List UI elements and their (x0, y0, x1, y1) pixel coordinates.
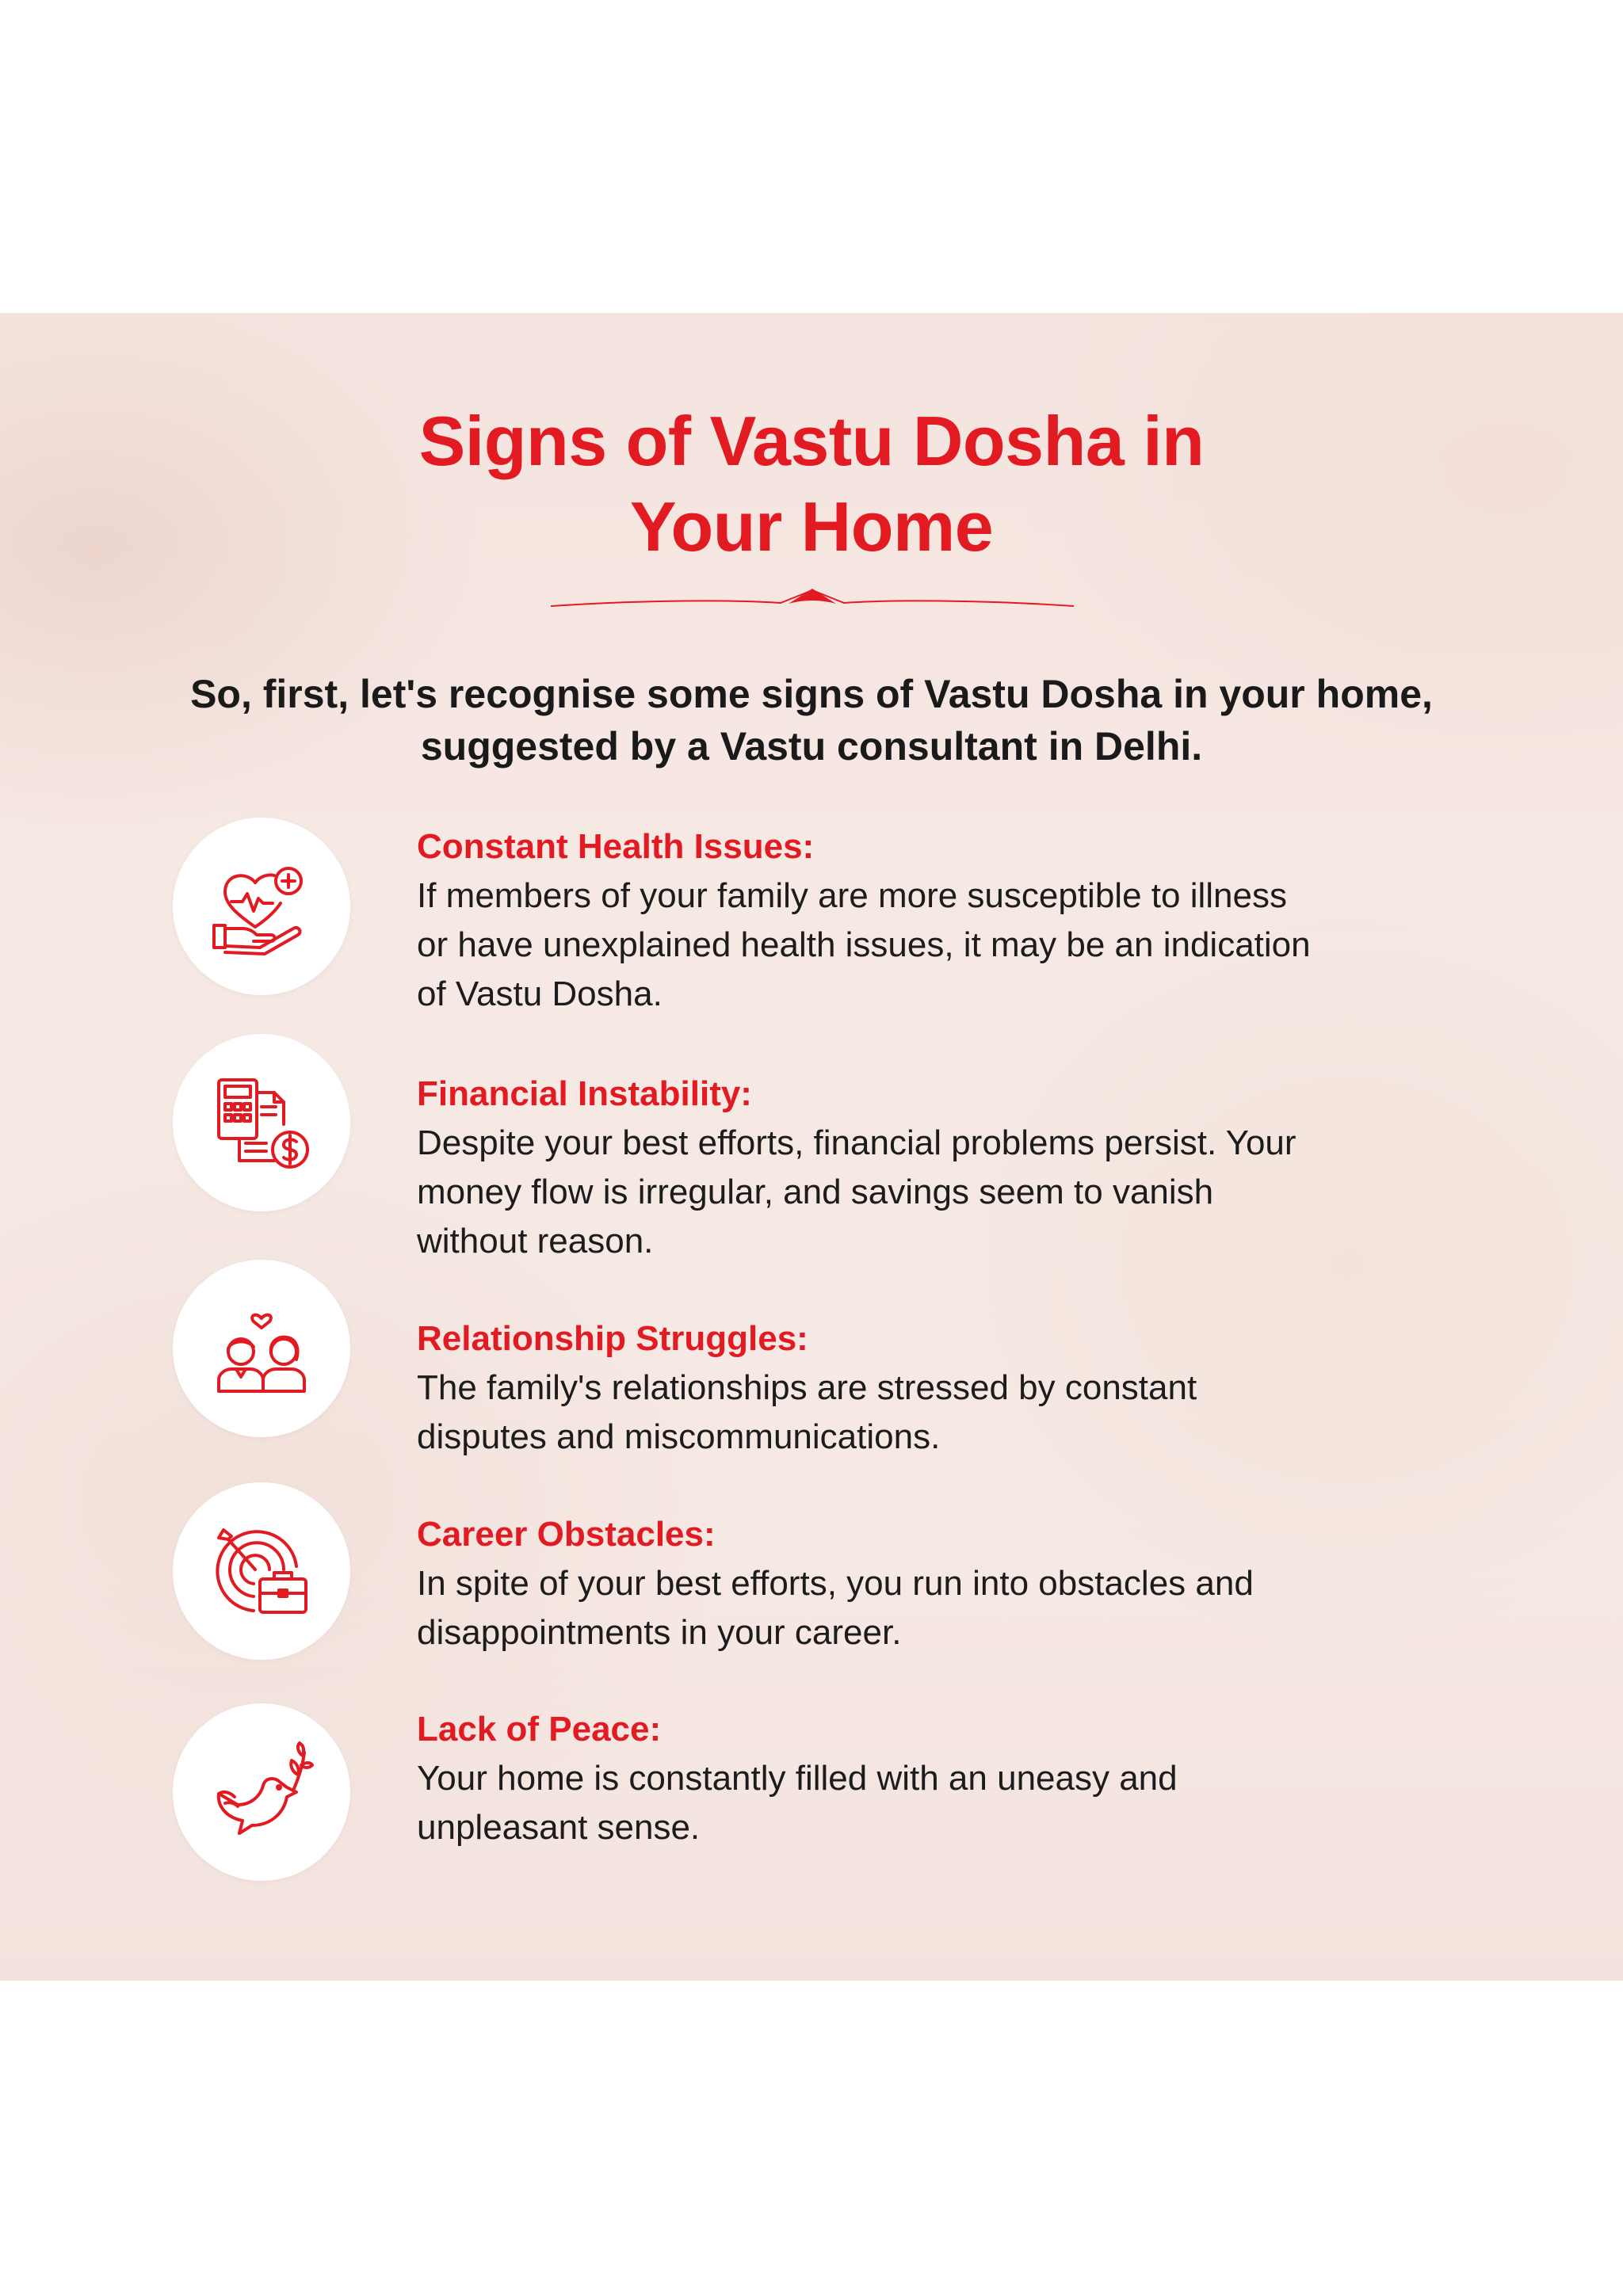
icon-circle (173, 818, 350, 995)
title-divider-ornament (551, 582, 1074, 614)
finance-calculator-dollar-icon (208, 1069, 315, 1177)
couple-heart-icon (208, 1295, 315, 1402)
sign-description-line: In spite of your best efforts, you run into obstacles and (417, 1564, 1254, 1603)
target-briefcase-icon (208, 1517, 315, 1625)
sign-description-line: Despite your best efforts, financial problems persist. Your (417, 1123, 1296, 1162)
sign-description-line: of Vastu Dosha. (417, 974, 663, 1013)
sign-title: Career Obstacles: (417, 1515, 716, 1554)
heart-health-hand-icon (208, 852, 315, 960)
sign-title: Financial Instability: (417, 1074, 752, 1113)
intro-text-line-2: suggested by a Vastu consultant in Delhi. (420, 724, 1203, 769)
sign-description-line: If members of your family are more susceptible to illness (417, 876, 1287, 915)
sign-description-line: or have unexplained health issues, it may be an indication (417, 925, 1311, 964)
sign-description-line: The family's relationships are stressed by constant (417, 1368, 1197, 1407)
icon-circle (173, 1482, 350, 1660)
sign-title: Lack of Peace: (417, 1710, 662, 1749)
sign-description-line: without reason. (417, 1222, 654, 1261)
sign-title: Relationship Struggles: (417, 1319, 808, 1358)
icon-circle (173, 1703, 350, 1881)
page-title-line-2: Your Home (629, 487, 994, 566)
intro-text-line-1: So, first, let's recognise some signs of Vastu Dosha in your home, (190, 672, 1433, 716)
icon-circle (173, 1260, 350, 1437)
sign-description-line: unpleasant sense. (417, 1808, 701, 1847)
sign-title: Constant Health Issues: (417, 827, 815, 866)
sign-description-line: money flow is irregular, and savings seem to vanish (417, 1173, 1214, 1211)
sign-description-line: disappointments in your career. (417, 1613, 902, 1652)
page-title-line-1: Signs of Vastu Dosha in (418, 402, 1205, 480)
sign-description-line: disputes and miscommunications. (417, 1417, 941, 1456)
dove-olive-branch-icon (208, 1738, 315, 1846)
sign-description-line: Your home is constantly filled with an uneasy and (417, 1759, 1178, 1798)
content-panel (0, 313, 1623, 1981)
icon-circle (173, 1034, 350, 1211)
